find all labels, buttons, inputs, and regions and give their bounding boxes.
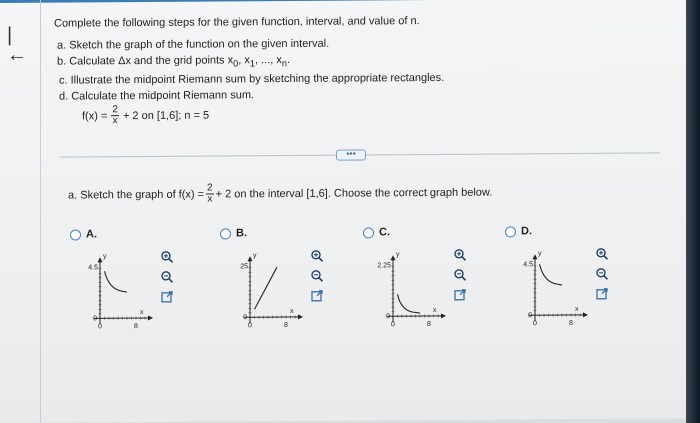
first-page-arrow-icon[interactable]: |← <box>7 23 27 66</box>
function-curve <box>398 294 421 313</box>
popout-icon[interactable] <box>453 288 467 302</box>
x-axis-label: x <box>290 307 294 315</box>
zoom-out-icon[interactable] <box>160 270 174 284</box>
question-intro: Complete the following steps for the given function, interval, and value of n. <box>54 15 420 30</box>
y-origin-label: 0 <box>386 313 390 321</box>
y-tick-label: 2.25 <box>377 262 391 270</box>
x-axis-label: x <box>575 305 579 313</box>
y-axis-arrow <box>391 255 396 260</box>
option-graph <box>513 243 589 339</box>
x-origin-label: 0 <box>391 321 395 329</box>
popout-icon[interactable] <box>310 289 324 303</box>
part-a-prompt <box>68 182 492 206</box>
y-axis-arrow <box>248 256 253 261</box>
option-radio-label[interactable] <box>220 227 247 239</box>
option-graph <box>78 246 154 342</box>
device-bezel <box>686 0 700 423</box>
option-c[interactable] <box>363 225 503 336</box>
graph-tools <box>453 248 469 308</box>
function-numerator: 2 <box>112 104 118 116</box>
function-rhs: + 2 on [1,6]; n = 5 <box>122 109 210 122</box>
zoom-in-icon[interactable] <box>160 250 174 264</box>
option-a[interactable] <box>70 228 210 339</box>
x-axis-label: x <box>140 308 144 317</box>
option-radio-label[interactable] <box>505 225 532 237</box>
function-curve <box>105 271 128 292</box>
popout-icon[interactable] <box>595 287 609 301</box>
more-button[interactable]: ••• <box>336 149 366 160</box>
option-radio-label[interactable] <box>70 228 97 240</box>
y-axis-arrow <box>98 257 103 262</box>
y-axis-arrow <box>533 254 538 259</box>
step-c: c. Illustrate the midpoint Riemann sum by sketching the appropriate rectangles. <box>59 72 445 87</box>
x-axis-arrow <box>441 313 446 318</box>
step-d: d. Calculate the midpoint Riemann sum. <box>59 89 255 103</box>
step-b-x0-sub: 0 <box>233 58 239 69</box>
x-tick-label: 8 <box>569 320 573 328</box>
function-denominator: x <box>112 115 118 127</box>
part-a-fraction <box>206 184 214 205</box>
option-radio-label[interactable] <box>363 226 390 238</box>
option-d[interactable] <box>505 224 645 335</box>
zoom-in-icon[interactable] <box>310 249 324 263</box>
x-axis-label: x <box>433 306 437 314</box>
y-origin-label: 0 <box>93 315 97 323</box>
option-letter: C. <box>379 226 390 239</box>
step-a: a. Sketch the graph of the function on the given interval. <box>57 37 330 52</box>
step-b: b. Calculate Δx and the grid points $x_0$, $x_1$, ..., $x_n$. <box>57 53 290 69</box>
function-definition <box>82 105 209 127</box>
zoom-out-icon[interactable] <box>453 268 467 282</box>
popout-icon[interactable] <box>160 290 174 304</box>
radio-button[interactable] <box>363 227 374 238</box>
y-origin-label: 0 <box>528 312 532 320</box>
option-letter: A. <box>86 228 97 241</box>
x-axis-arrow <box>148 315 153 320</box>
function-fraction <box>111 105 119 126</box>
zoom-out-icon[interactable] <box>310 269 324 283</box>
x-origin-label: 0 <box>248 322 252 330</box>
y-axis-label: y <box>253 252 257 260</box>
sidebar-divider <box>40 0 41 423</box>
question-steps <box>57 35 444 105</box>
function-lhs: f(x) = <box>82 109 108 122</box>
step-b-text: b. Calculate Δx and the grid points x <box>57 54 234 68</box>
y-origin-label: 0 <box>243 314 247 322</box>
x-tick-label: 8 <box>427 320 431 329</box>
step-b-sep1: , <box>238 54 242 67</box>
x-tick-label: 8 <box>284 321 288 330</box>
y-axis-label: y <box>396 251 400 259</box>
option-letter: D. <box>521 225 532 238</box>
y-tick-label: 4.5 <box>523 261 533 269</box>
top-accent-bar <box>0 0 690 3</box>
part-a-prefix: a. Sketch the graph of f(x) = <box>68 188 205 202</box>
x-tick-label: 8 <box>134 323 138 331</box>
option-graph <box>228 245 304 341</box>
zoom-in-icon[interactable] <box>453 248 467 262</box>
function-curve <box>540 264 563 285</box>
x-origin-label: 0 <box>98 323 102 331</box>
graph-tools <box>595 247 611 307</box>
step-b-x1-sub: 1 <box>249 58 255 69</box>
function-curve <box>255 267 278 309</box>
option-graph <box>371 244 447 340</box>
x-axis-arrow <box>298 314 303 319</box>
y-axis-label: y <box>103 253 107 261</box>
x-origin-label: 0 <box>533 320 537 328</box>
option-letter: B. <box>236 227 247 240</box>
step-b-xn-sub: n <box>281 58 287 69</box>
step-b-sep2: , ..., x <box>254 54 282 67</box>
radio-button[interactable] <box>70 229 81 240</box>
radio-button[interactable] <box>505 226 516 237</box>
part-a-numerator: 2 <box>207 182 213 194</box>
x-axis-arrow <box>583 312 588 317</box>
zoom-in-icon[interactable] <box>595 247 609 261</box>
part-a-denominator: x <box>207 193 213 205</box>
y-axis-label: y <box>538 250 542 258</box>
zoom-out-icon[interactable] <box>595 267 609 281</box>
graph-tools <box>160 250 176 310</box>
radio-button[interactable] <box>220 228 231 239</box>
graph-tools <box>310 249 326 309</box>
y-tick-label: 4.5 <box>88 264 98 272</box>
step-b-end: . <box>286 53 290 66</box>
y-tick-label: 25 <box>240 263 248 271</box>
option-b[interactable] <box>220 226 360 337</box>
part-a-suffix: + 2 on the interval [1,6]. Choose the correct graph below. <box>215 186 493 200</box>
